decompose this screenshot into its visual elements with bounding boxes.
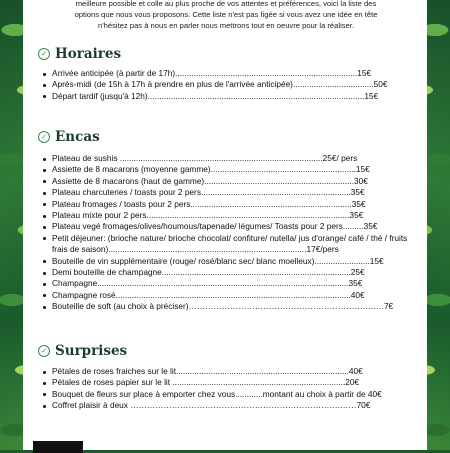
intro-paragraph: meilleure possible et colle au plus proche de vos attentes et préférences, voici la liste des options que nous vous proposons. Cette liste n'est pas figée si vous avez une idée en tête n'hésitez pas à nous en parler nous mettrons tout en oeuvre pour la réaliser.	[74, 0, 378, 30]
list-item: Plateau vegé fromages/olives/houmous/tapenade/ légumes/ Toasts pour 2 pers.........35€	[38, 221, 414, 232]
list-item: Champagne.............................................................................................................35€	[38, 278, 414, 289]
section-title: Surprises	[55, 343, 128, 359]
footer-logo-block	[33, 441, 83, 453]
item-list	[38, 366, 414, 412]
list-item: Champagne rosé......................................................................................................40€	[38, 290, 414, 301]
list-item: Départ tardif (jusqu'à 12h)..............................................................................................15€	[38, 91, 414, 102]
section-horaires	[38, 45, 414, 102]
list-item: Petit déjeuner: (brioche nature/ brioche chocolat/ confiture/ nutella/ jus d'orange/ café / thé / fruits frais de saison)......................................................................................17€/pers	[38, 233, 414, 256]
section-title: Encas	[55, 129, 100, 145]
section-header	[38, 128, 414, 146]
list-item: Coffret plaisir à deux ………………………………………………………………….……70€	[38, 400, 414, 411]
check-circle-icon: ✓	[38, 48, 50, 60]
section-title: Horaires	[55, 46, 122, 62]
list-item: Après-midi (de 15h à 17h à prendre en plus de l'arrivée anticipée)...................................50€	[38, 79, 414, 90]
list-item: Plateau fromages / toasts pour 2 pers......................................................................35€	[38, 199, 414, 210]
section-surprises	[38, 342, 414, 412]
document-page	[23, 0, 427, 450]
list-item: Bouquet de fleurs sur place à emporter chez vous............montant au choix à partir de 40€	[38, 389, 414, 400]
list-item: Pétales de roses papier sur le lit ...........................................................................20€	[38, 377, 414, 388]
list-item: Assiette de 8 macarons (moyenne gamme)...............................................................15€	[38, 164, 414, 175]
item-list	[38, 153, 414, 313]
list-item: Arrivée anticipée (à partir de 17h)...............................................................................15€	[38, 68, 414, 79]
list-item: Assiette de 8 macarons (haut de gamme).................................................................30€	[38, 176, 414, 187]
list-item: Bouteille de soft (au choix à préciser)……………………………………………………….…….7€	[38, 301, 414, 312]
list-item: Plateau mixte pour 2 pers........................................................................................35€	[38, 210, 414, 221]
section-header	[38, 45, 414, 63]
list-item: Bouteille de vin supplémentaire (rouge/ rosé/blanc sec/ blanc moelleux)........................15€	[38, 256, 414, 267]
section-header	[38, 342, 414, 360]
check-circle-icon: ✓	[38, 131, 50, 143]
section-encas	[38, 128, 414, 313]
item-list	[38, 68, 414, 102]
list-item: Plateau charcuteries / toasts pour 2 pers.................................................................35€	[38, 187, 414, 198]
list-item: Demi bouteille de champagne..................................................................................25€	[38, 267, 414, 278]
list-item: Pétales de roses fraiches sur le lit...........................................................................40€	[38, 366, 414, 377]
list-item: Plateau de sushis ........................................................................................25€/ pers	[38, 153, 414, 164]
check-circle-icon: ✓	[38, 345, 50, 357]
